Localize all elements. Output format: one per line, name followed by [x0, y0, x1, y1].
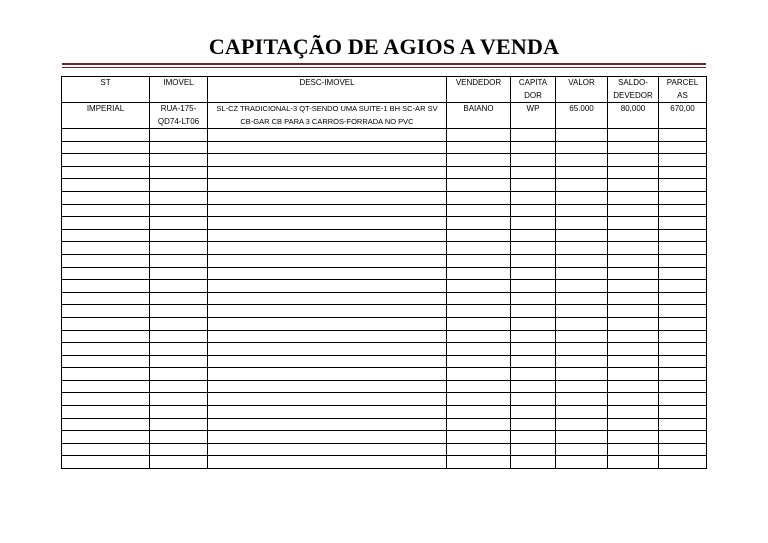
empty-table-row	[62, 317, 707, 330]
empty-cell	[447, 418, 511, 431]
empty-cell	[556, 280, 608, 293]
empty-cell	[150, 456, 208, 469]
empty-cell	[208, 292, 447, 305]
empty-cell	[659, 368, 707, 381]
empty-cell	[608, 254, 659, 267]
empty-cell	[208, 141, 447, 154]
empty-cell	[208, 129, 447, 142]
empty-cell	[447, 242, 511, 255]
empty-cell	[62, 355, 150, 368]
empty-cell	[511, 254, 556, 267]
empty-cell	[608, 317, 659, 330]
empty-cell	[208, 406, 447, 419]
column-header-valor: VALOR	[556, 77, 608, 103]
empty-cell	[608, 343, 659, 356]
listing-table	[61, 76, 707, 469]
empty-cell	[62, 406, 150, 419]
empty-cell	[659, 217, 707, 230]
empty-cell	[608, 204, 659, 217]
empty-cell	[659, 406, 707, 419]
empty-cell	[150, 380, 208, 393]
column-header-capitador: CAPITA DOR	[511, 77, 556, 103]
empty-table-row	[62, 179, 707, 192]
empty-cell	[62, 141, 150, 154]
empty-table-row	[62, 330, 707, 343]
empty-cell	[208, 280, 447, 293]
column-header-parcelas: PARCEL AS	[659, 77, 707, 103]
empty-cell	[62, 254, 150, 267]
empty-cell	[447, 179, 511, 192]
empty-cell	[208, 267, 447, 280]
empty-table-row	[62, 418, 707, 431]
empty-cell	[556, 267, 608, 280]
empty-cell	[62, 368, 150, 381]
empty-cell	[447, 406, 511, 419]
empty-cell	[608, 330, 659, 343]
page-title: CAPITAÇÃO DE AGIOS A VENDA	[208, 34, 560, 59]
empty-cell	[608, 393, 659, 406]
empty-table-row	[62, 355, 707, 368]
empty-cell	[511, 418, 556, 431]
empty-cell	[511, 191, 556, 204]
empty-cell	[608, 305, 659, 318]
empty-cell	[556, 431, 608, 444]
empty-cell	[447, 267, 511, 280]
empty-cell	[659, 141, 707, 154]
empty-cell	[208, 355, 447, 368]
empty-cell	[659, 418, 707, 431]
empty-cell	[447, 166, 511, 179]
empty-cell	[556, 355, 608, 368]
empty-cell	[608, 355, 659, 368]
empty-cell	[208, 217, 447, 230]
empty-cell	[608, 191, 659, 204]
empty-cell	[447, 254, 511, 267]
empty-cell	[150, 431, 208, 444]
empty-cell	[150, 229, 208, 242]
empty-cell	[62, 166, 150, 179]
empty-cell	[208, 443, 447, 456]
empty-cell	[556, 443, 608, 456]
empty-cell	[150, 443, 208, 456]
empty-cell	[659, 280, 707, 293]
empty-cell	[659, 191, 707, 204]
empty-cell	[659, 166, 707, 179]
empty-cell	[150, 343, 208, 356]
cell-imovel: RUA-175-QD74-LT06	[150, 103, 208, 129]
header-row	[62, 77, 707, 103]
empty-cell	[556, 393, 608, 406]
empty-cell	[556, 204, 608, 217]
empty-cell	[150, 305, 208, 318]
empty-cell	[659, 267, 707, 280]
empty-table-row	[62, 166, 707, 179]
empty-table-row	[62, 406, 707, 419]
empty-cell	[62, 154, 150, 167]
empty-cell	[608, 154, 659, 167]
empty-cell	[659, 431, 707, 444]
empty-cell	[608, 456, 659, 469]
empty-cell	[208, 166, 447, 179]
empty-cell	[556, 406, 608, 419]
empty-cell	[208, 330, 447, 343]
empty-cell	[150, 166, 208, 179]
empty-table-row	[62, 204, 707, 217]
empty-cell	[62, 418, 150, 431]
empty-cell	[447, 317, 511, 330]
empty-cell	[208, 456, 447, 469]
empty-cell	[208, 242, 447, 255]
empty-cell	[62, 179, 150, 192]
empty-cell	[659, 343, 707, 356]
column-header-imovel: IMOVEL	[150, 77, 208, 103]
column-header-st: ST	[62, 77, 150, 103]
empty-table-row	[62, 254, 707, 267]
empty-cell	[150, 292, 208, 305]
empty-cell	[659, 305, 707, 318]
empty-cell	[511, 456, 556, 469]
empty-table-row	[62, 242, 707, 255]
empty-cell	[556, 191, 608, 204]
empty-cell	[447, 431, 511, 444]
empty-cell	[447, 141, 511, 154]
empty-cell	[208, 179, 447, 192]
empty-cell	[62, 242, 150, 255]
empty-cell	[447, 217, 511, 230]
empty-cell	[511, 305, 556, 318]
empty-cell	[511, 406, 556, 419]
empty-cell	[556, 368, 608, 381]
empty-table-row	[62, 393, 707, 406]
empty-cell	[556, 154, 608, 167]
empty-cell	[608, 292, 659, 305]
empty-cell	[608, 380, 659, 393]
empty-cell	[447, 229, 511, 242]
empty-cell	[447, 343, 511, 356]
empty-cell	[608, 129, 659, 142]
empty-cell	[447, 154, 511, 167]
empty-cell	[608, 141, 659, 154]
empty-cell	[62, 443, 150, 456]
empty-cell	[447, 129, 511, 142]
empty-cell	[556, 229, 608, 242]
empty-cell	[556, 292, 608, 305]
empty-cell	[447, 330, 511, 343]
empty-table-row	[62, 380, 707, 393]
empty-cell	[150, 254, 208, 267]
empty-cell	[150, 355, 208, 368]
empty-cell	[150, 393, 208, 406]
empty-cell	[659, 317, 707, 330]
empty-table-row	[62, 305, 707, 318]
empty-cell	[447, 191, 511, 204]
empty-cell	[62, 431, 150, 444]
empty-table-row	[62, 154, 707, 167]
empty-cell	[556, 141, 608, 154]
empty-cell	[659, 204, 707, 217]
empty-cell	[150, 267, 208, 280]
empty-cell	[556, 217, 608, 230]
empty-cell	[556, 242, 608, 255]
empty-cell	[659, 393, 707, 406]
empty-cell	[447, 443, 511, 456]
empty-cell	[62, 204, 150, 217]
empty-cell	[62, 229, 150, 242]
empty-cell	[447, 368, 511, 381]
empty-cell	[511, 431, 556, 444]
cell-saldo: 80,000	[608, 103, 659, 129]
empty-cell	[447, 380, 511, 393]
empty-cell	[556, 317, 608, 330]
empty-cell	[659, 330, 707, 343]
empty-cell	[208, 343, 447, 356]
empty-cell	[208, 254, 447, 267]
empty-cell	[511, 443, 556, 456]
empty-cell	[447, 355, 511, 368]
empty-cell	[511, 380, 556, 393]
empty-table-row	[62, 343, 707, 356]
empty-cell	[208, 418, 447, 431]
empty-cell	[608, 418, 659, 431]
title-divider-thin	[62, 67, 706, 68]
empty-table-row	[62, 292, 707, 305]
empty-cell	[62, 191, 150, 204]
empty-cell	[62, 456, 150, 469]
empty-cell	[556, 330, 608, 343]
empty-cell	[556, 129, 608, 142]
empty-cell	[511, 204, 556, 217]
empty-cell	[208, 229, 447, 242]
empty-cell	[150, 368, 208, 381]
empty-table-row	[62, 368, 707, 381]
empty-cell	[556, 418, 608, 431]
empty-cell	[208, 191, 447, 204]
cell-valor: 65.000	[556, 103, 608, 129]
cell-st: IMPERIAL	[62, 103, 150, 129]
empty-cell	[447, 292, 511, 305]
empty-cell	[659, 456, 707, 469]
empty-cell	[447, 456, 511, 469]
empty-table-row	[62, 191, 707, 204]
empty-cell	[208, 204, 447, 217]
empty-cell	[62, 292, 150, 305]
empty-cell	[511, 393, 556, 406]
column-header-desc: DESC-IMOVEL	[208, 77, 447, 103]
empty-cell	[511, 179, 556, 192]
empty-cell	[659, 380, 707, 393]
empty-cell	[150, 280, 208, 293]
empty-cell	[556, 343, 608, 356]
empty-cell	[511, 141, 556, 154]
empty-cell	[150, 154, 208, 167]
empty-cell	[659, 229, 707, 242]
empty-cell	[511, 330, 556, 343]
empty-cell	[150, 317, 208, 330]
empty-cell	[208, 393, 447, 406]
empty-cell	[62, 280, 150, 293]
empty-cell	[608, 166, 659, 179]
cell-parcelas: 670,00	[659, 103, 707, 129]
empty-cell	[447, 305, 511, 318]
empty-cell	[608, 431, 659, 444]
empty-cell	[62, 343, 150, 356]
empty-cell	[511, 242, 556, 255]
empty-cell	[62, 317, 150, 330]
table-row	[62, 103, 707, 129]
empty-cell	[150, 179, 208, 192]
empty-cell	[208, 431, 447, 444]
empty-cell	[608, 267, 659, 280]
empty-cell	[511, 368, 556, 381]
empty-table-row	[62, 443, 707, 456]
empty-cell	[447, 280, 511, 293]
empty-cell	[659, 129, 707, 142]
empty-cell	[447, 393, 511, 406]
empty-cell	[62, 217, 150, 230]
empty-cell	[511, 129, 556, 142]
empty-cell	[556, 305, 608, 318]
empty-cell	[659, 355, 707, 368]
empty-cell	[556, 166, 608, 179]
empty-cell	[556, 380, 608, 393]
empty-table-row	[62, 267, 707, 280]
empty-cell	[608, 406, 659, 419]
empty-table-row	[62, 280, 707, 293]
empty-cell	[511, 343, 556, 356]
empty-table-row	[62, 456, 707, 469]
empty-cell	[150, 418, 208, 431]
empty-cell	[511, 217, 556, 230]
empty-table-row	[62, 217, 707, 230]
empty-cell	[150, 204, 208, 217]
empty-cell	[62, 393, 150, 406]
empty-cell	[208, 380, 447, 393]
empty-cell	[208, 305, 447, 318]
empty-cell	[150, 406, 208, 419]
empty-cell	[150, 242, 208, 255]
empty-cell	[208, 154, 447, 167]
empty-cell	[62, 267, 150, 280]
empty-cell	[150, 217, 208, 230]
column-header-vendedor: VENDEDOR	[447, 77, 511, 103]
empty-cell	[511, 267, 556, 280]
empty-cell	[608, 217, 659, 230]
empty-cell	[608, 242, 659, 255]
empty-cell	[511, 229, 556, 242]
column-header-saldo: SALDO-DEVEDOR	[608, 77, 659, 103]
empty-cell	[659, 292, 707, 305]
empty-cell	[62, 330, 150, 343]
empty-cell	[659, 443, 707, 456]
empty-cell	[511, 154, 556, 167]
empty-cell	[208, 368, 447, 381]
empty-cell	[447, 204, 511, 217]
empty-cell	[150, 191, 208, 204]
cell-desc: SL-CZ TRADICIONAL-3 QT-SENDO UMA SUITE-1 BH SC-AR SV CB-GAR CB PARA 3 CARROS-FORRADA NO PVC	[208, 103, 447, 129]
empty-cell	[608, 280, 659, 293]
empty-table-row	[62, 141, 707, 154]
empty-cell	[208, 317, 447, 330]
empty-cell	[511, 166, 556, 179]
title-divider	[62, 63, 706, 65]
empty-table-row	[62, 431, 707, 444]
empty-table-row	[62, 129, 707, 142]
empty-cell	[150, 141, 208, 154]
empty-table-row	[62, 229, 707, 242]
empty-cell	[556, 456, 608, 469]
empty-cell	[511, 292, 556, 305]
empty-cell	[556, 179, 608, 192]
empty-cell	[659, 154, 707, 167]
empty-cell	[659, 179, 707, 192]
cell-capitador: WP	[511, 103, 556, 129]
empty-cell	[62, 129, 150, 142]
empty-cell	[608, 229, 659, 242]
empty-cell	[511, 280, 556, 293]
empty-cell	[659, 254, 707, 267]
empty-cell	[608, 179, 659, 192]
empty-cell	[62, 305, 150, 318]
empty-cell	[511, 355, 556, 368]
empty-cell	[150, 129, 208, 142]
empty-cell	[608, 368, 659, 381]
empty-cell	[659, 242, 707, 255]
empty-cell	[556, 254, 608, 267]
empty-cell	[511, 317, 556, 330]
empty-cell	[608, 443, 659, 456]
cell-vendedor: BAIANO	[447, 103, 511, 129]
empty-cell	[150, 330, 208, 343]
empty-cell	[62, 380, 150, 393]
